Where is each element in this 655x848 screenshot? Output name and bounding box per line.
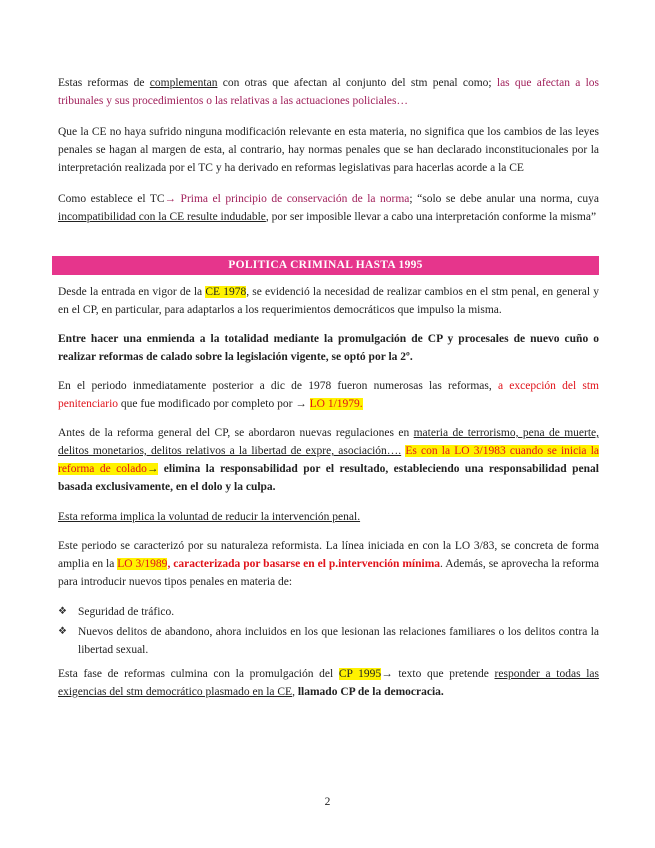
section-heading: POLITICA CRIMINAL HASTA 1995 [52, 256, 599, 275]
bullet-list [58, 603, 599, 661]
arrow-icon: → [146, 463, 159, 475]
paragraph-reformista: Este periodo se caracterizó por su naturaleza reformista. La línea iniciada en con la LO 3/83, se concreta de forma amplia en la LO 3/1989, caracterizada por basarse en el p.intervención mínima. Además, se aprovecha la reforma para introducir nuevos tipos penales en materia de: [58, 540, 599, 588]
paragraph-enmienda: Entre hacer una enmienda a la totalidad mediante la promulgación de CP y procesales de nuevo cuño o realizar reformas de calado sobre la legislación vigente, se optó por la 2º. [58, 333, 599, 363]
arrow-icon: → [381, 668, 393, 680]
diamond-bullet-icon: ❖ [58, 606, 67, 617]
page-number: 2 [324, 796, 331, 808]
paragraph-reforms: Estas reformas de complementan con otras que afectan al conjunto del stm penal como; las que afectan a los tribunales y sus procedimientos o las relativas a las actuaciones policiales… [58, 77, 599, 107]
arrow-icon: → [295, 398, 307, 410]
paragraph-cp-1995: Esta fase de reformas culmina con la promulgación del CP 1995→ texto que pretende responder a todas las exigencias del stm democrático plasmado en la CE, llamado CP de la democracia. [58, 668, 600, 698]
list-item: ❖ Seguridad de tráfico. [58, 603, 599, 621]
arrow-icon: → [164, 193, 177, 205]
paragraph-tc: Como establece el TC→ Prima el principio de conservación de la norma; “solo se debe anular una norma, cuya incompatibilidad con la CE resulte indudable, por ser imposible llevar a cabo una interpretación conforme la misma” [58, 193, 599, 223]
paragraph-reduccion: Esta reforma implica la voluntad de reducir la intervención penal. [58, 511, 361, 523]
paragraph-periodo: En el periodo inmediatamente posterior a dic de 1978 fueron numerosas las reformas, a excepción del stm penitenciario que fue modificado por completo por → LO 1/1979. [58, 380, 599, 410]
paragraph-reforma-general: Antes de la reforma general del CP, se abordaron nuevas regulaciones en materia de terrorismo, pena de muerte, delitos monetarios, delitos relativos a la libertad de expre, asociación…. Es con la LO 3/1983 cuando se inicia la reforma de colado→ elimina la responsabilidad por el resultado, estableciendo una responsabilidad penal basada exclusivamente, en el dolo y la culpa. [58, 427, 600, 493]
paragraph-ce-modification: Que la CE no haya sufrido ninguna modificación relevante en esta materia, no significa que los cambios de las leyes penales se hagan al margen de esta, al contrario, hay normas penales que se han declarado inconstitucionales por la interpretación realizada por el TC y ha derivado en reformas legislativas para hacerlas acorde a la CE [58, 126, 599, 174]
diamond-bullet-icon: ❖ [58, 626, 67, 637]
paragraph-ce-1978: Desde la entrada en vigor de la CE 1978, se evidenció la necesidad de realizar cambios en el stm penal, en general y en el CP, en particular, para adaptarlos a los requerimientos democráticos que impulso la misma. [58, 286, 599, 316]
list-item: ❖ Nuevos delitos de abandono, ahora incluidos en los que lesionan las relaciones familiares o los delitos contra la libertad sexual. [58, 623, 599, 659]
